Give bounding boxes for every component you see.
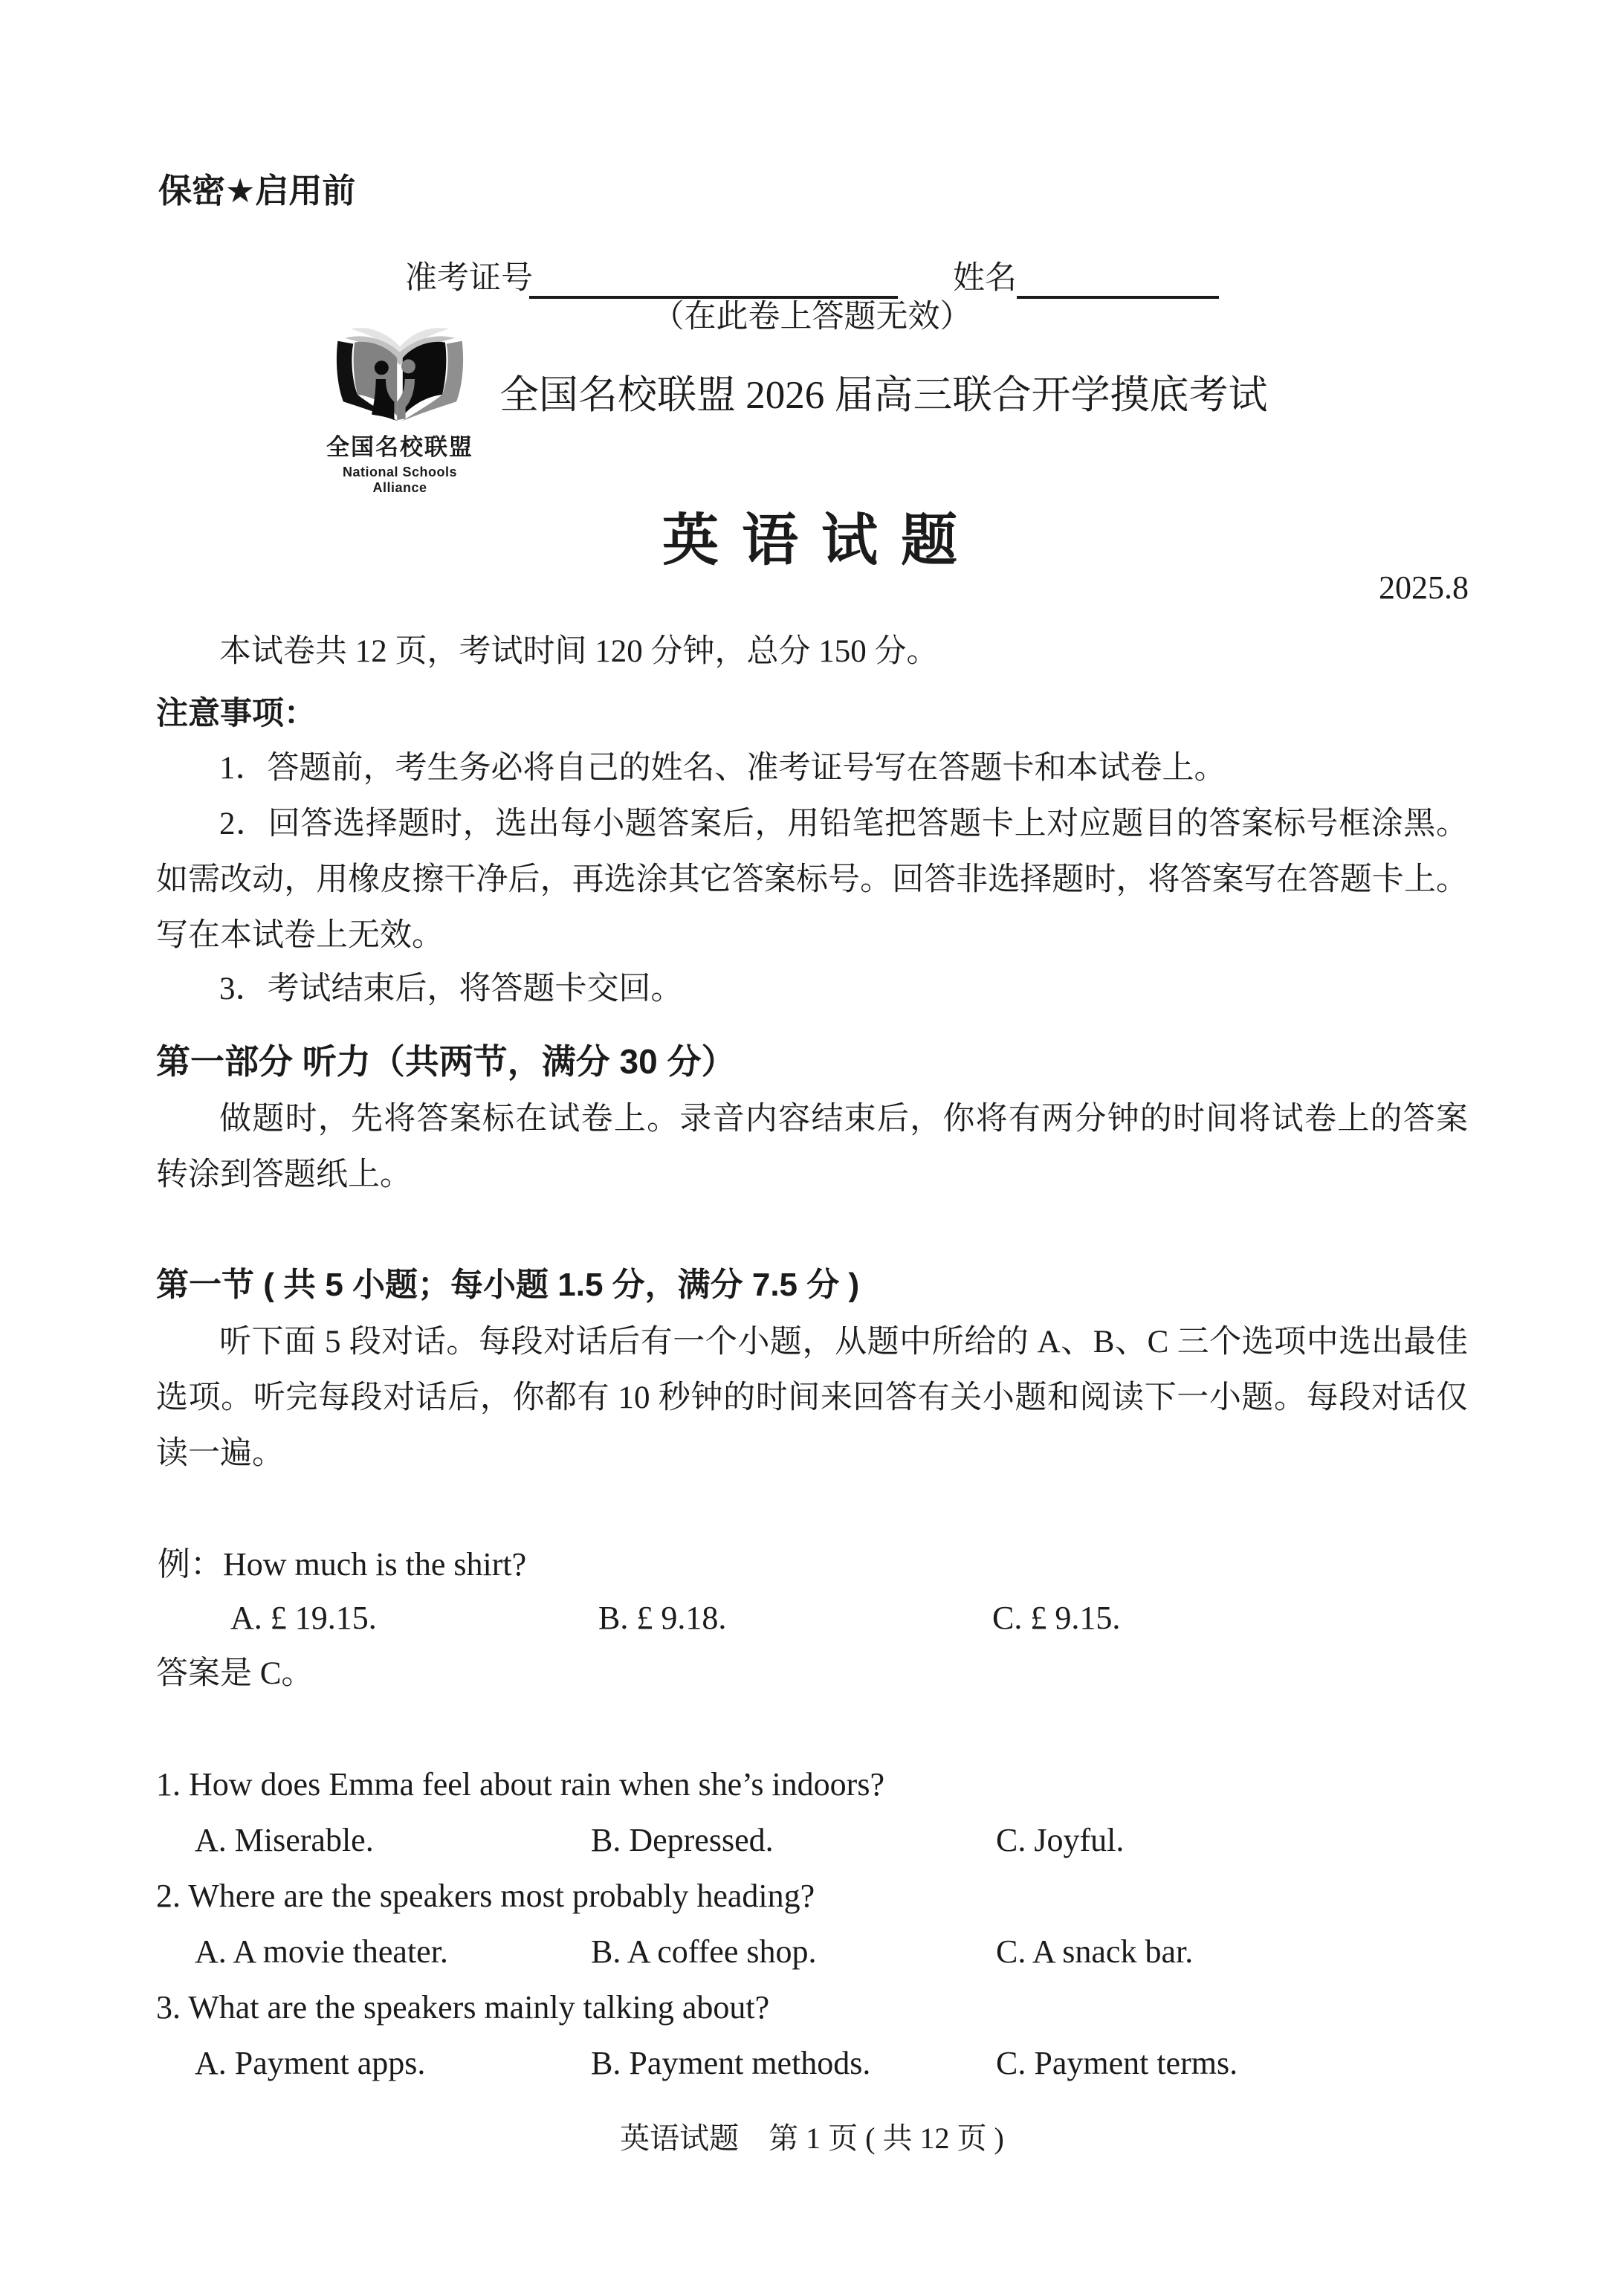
example-option-b: B. £ 9.18. <box>598 1600 727 1636</box>
question-3-option-c: C. Payment terms. <box>996 2045 1238 2081</box>
admission-no-label: 准考证号 <box>405 261 533 296</box>
page-footer: 英语试题 第 1 页 ( 共 12 页 ) <box>620 2121 1004 2155</box>
open-book-people-icon <box>329 323 470 421</box>
question-2-option-a: A. A movie theater. <box>195 1933 448 1970</box>
question-3-text: 3. What are the speakers mainly talking about? <box>156 1989 770 2026</box>
question-1-text: 1. How does Emma feel about rain when she’s indoors? <box>156 1766 884 1803</box>
name-blank-line <box>1017 262 1219 299</box>
notes-heading: 注意事项： <box>156 696 316 731</box>
question-3-option-a: A. Payment apps. <box>195 2045 426 2081</box>
note-2-line-3: 写在本试卷上无效。 <box>156 918 444 953</box>
admission-no-blank-line <box>529 262 898 299</box>
example-prompt: 例：How much is the shirt? <box>158 1546 527 1583</box>
example-answer-note: 答案是 C。 <box>156 1656 314 1691</box>
note-2-line-2: 如需改动，用橡皮擦干净后，再选涂其它答案标号。回答非选择题时，将答案写在答题卡上。 <box>156 862 1468 897</box>
answer-invalid-note: （在此卷上答题无效） <box>652 300 972 334</box>
part1-heading: 第一部分 听力（共两节，满分 30 分） <box>156 1042 736 1081</box>
question-3-option-b: B. Payment methods. <box>591 2045 871 2081</box>
section1-instruction-3: 读一遍。 <box>156 1436 284 1471</box>
question-2-option-b: B. A coffee shop. <box>591 1933 817 1970</box>
subject-title: 英 语 试 题 <box>662 510 962 572</box>
logo-name-cn: 全国名校联盟 <box>326 434 473 460</box>
note-2-line-1: 2．回答选择题时，选出每小题答案后，用铅笔把答题卡上对应题目的答案标号框涂黑。 <box>219 807 1468 841</box>
logo-name-en: National Schools Alliance <box>342 465 458 495</box>
question-2-text: 2. Where are the speakers most probably heading? <box>156 1878 815 1914</box>
section1-instruction-1: 听下面 5 段对话。每段对话后有一个小题，从题中所给的 A、B、C 三个选项中选出最佳 <box>219 1325 1468 1360</box>
note-1: 1．答题前，考生务必将自己的姓名、准考证号写在答题卡和本试卷上。 <box>219 751 1226 786</box>
question-1-option-c: C. Joyful. <box>996 1822 1125 1858</box>
exam-date: 2025.8 <box>1379 569 1469 606</box>
example-option-c: C. £ 9.15. <box>992 1600 1121 1636</box>
security-notice: 保密★启用前 <box>158 172 356 210</box>
note-3: 3．考试结束后，将答题卡交回。 <box>219 972 683 1006</box>
exam-title: 全国名校联盟 2026 届高三联合开学摸底考试 <box>499 374 1268 417</box>
part1-instruction-1: 做题时，先将答案标在试卷上。录音内容结束后，你将有两分钟的时间将试卷上的答案 <box>219 1102 1468 1137</box>
question-2-option-c: C. A snack bar. <box>996 1933 1194 1970</box>
section1-instruction-2: 选项。听完每段对话后，你都有 10 秒钟的时间来回答有关小题和阅读下一小题。每段对话仅 <box>156 1380 1468 1415</box>
paper-info: 本试卷共 12 页，考试时间 120 分钟，总分 150 分。 <box>219 634 939 669</box>
nsa-logo <box>324 323 476 496</box>
question-1-option-b: B. Depressed. <box>591 1822 774 1858</box>
example-option-a: A. £ 19.15. <box>230 1600 377 1636</box>
part1-instruction-2: 转涂到答题纸上。 <box>156 1157 412 1192</box>
section1-heading: 第一节 ( 共 5 小题；每小题 1.5 分，满分 7.5 分 ) <box>156 1267 860 1303</box>
question-1-option-a: A. Miserable. <box>195 1822 374 1858</box>
name-label: 姓名 <box>953 261 1017 296</box>
